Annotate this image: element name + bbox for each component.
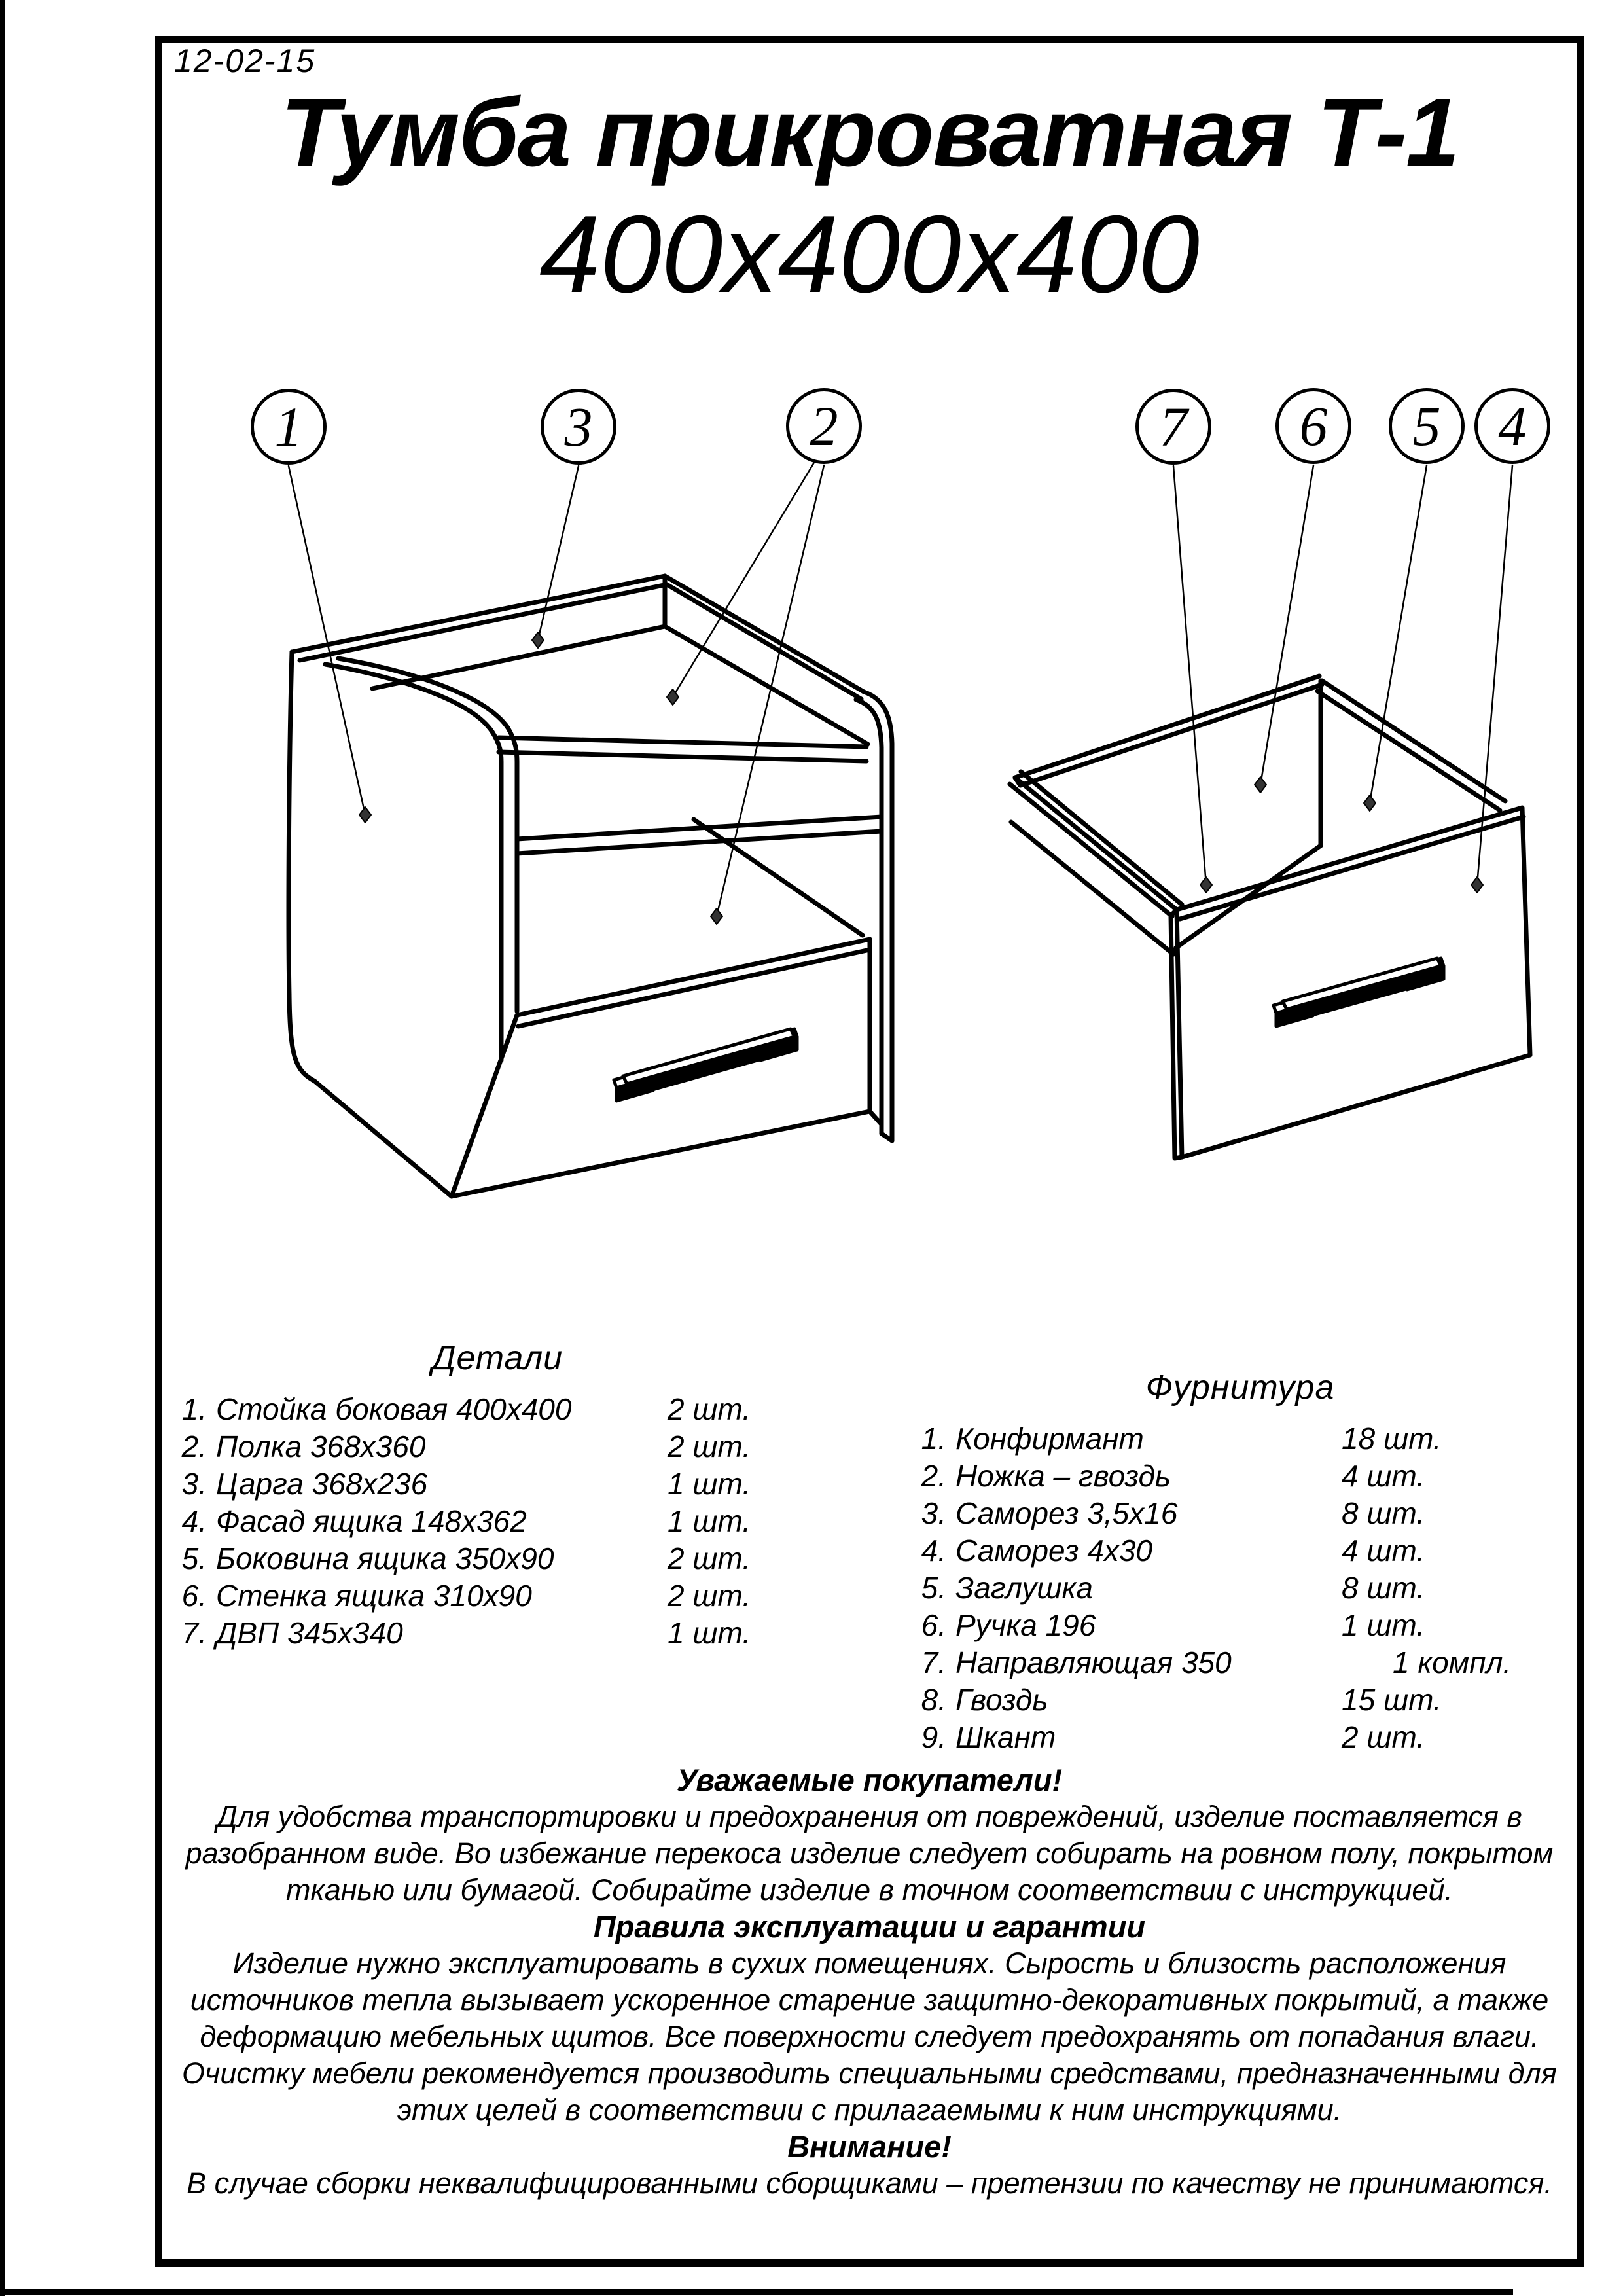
page-title: Тумба прикроватная Т-1	[280, 79, 1459, 187]
hardware-row	[910, 1458, 1571, 1495]
callout-balloon-2	[786, 388, 862, 464]
hardware-number: 1.	[921, 1422, 946, 1456]
note-line: источников тепла вызывает ускоренное старение защитно-декоративных покрытий, а также	[190, 1983, 1549, 2017]
parts-row	[170, 1503, 825, 1540]
note-line: Для удобства транспортировки и предохранения от повреждений, изделие поставляется в	[217, 1800, 1522, 1833]
callout-balloon-5	[1389, 388, 1465, 464]
hardware-name: Конфирмант	[955, 1422, 1144, 1456]
callout-balloon-7	[1135, 389, 1211, 465]
hardware-number: 6.	[921, 1608, 946, 1642]
part-name: Боковина ящика 350х90	[216, 1541, 554, 1575]
scan-edge-left	[0, 0, 5, 2296]
part-name: Фасад ящика 148х362	[216, 1504, 527, 1538]
callout-number: 1	[274, 395, 303, 458]
part-number: 3.	[181, 1467, 207, 1501]
parts-row	[170, 1465, 825, 1503]
hardware-name: Саморез 4х30	[955, 1534, 1152, 1568]
hardware-row	[910, 1681, 1571, 1719]
part-qty: 1 шт.	[668, 1467, 751, 1501]
hardware-number: 5.	[921, 1571, 946, 1605]
hardware-number: 2.	[921, 1459, 946, 1493]
callout-balloon-6	[1275, 388, 1351, 464]
callout-number: 4	[1498, 395, 1527, 457]
hardware-number: 3.	[921, 1496, 946, 1530]
note-line: тканью или бумагой. Собирайте изделие в точном соответствии с инструкцией.	[286, 1873, 1453, 1907]
hardware-qty: 4 шт.	[1342, 1534, 1425, 1568]
hardware-qty: 15 шт.	[1342, 1683, 1442, 1717]
hardware-name: Ручка 196	[955, 1608, 1096, 1642]
hardware-row	[910, 1420, 1571, 1458]
note-title-attention: Внимание!	[787, 2129, 952, 2164]
part-qty: 2 шт.	[668, 1541, 751, 1575]
callout-number: 6	[1299, 395, 1328, 457]
part-number: 6.	[181, 1579, 207, 1613]
hardware-list-title: Фурнитура	[1145, 1369, 1335, 1407]
hardware-number: 4.	[921, 1534, 946, 1568]
callout-balloon-1	[251, 389, 327, 465]
parts-row	[170, 1577, 825, 1615]
hardware-list	[910, 1368, 1571, 1756]
callout-balloon-3	[541, 389, 616, 465]
part-name: ДВП 345х340	[216, 1616, 403, 1650]
hardware-qty: 8 шт.	[1342, 1496, 1425, 1530]
hardware-row	[910, 1532, 1571, 1570]
part-qty: 2 шт.	[668, 1392, 751, 1426]
part-qty: 2 шт.	[668, 1579, 751, 1613]
callout-number: 7	[1159, 395, 1188, 458]
hardware-row	[910, 1570, 1571, 1607]
part-name: Стойка боковая 400х400	[216, 1392, 572, 1426]
notes-section	[155, 1762, 1584, 2202]
parts-list	[170, 1338, 825, 1652]
parts-row	[170, 1615, 825, 1652]
note-line: Очистку мебели рекомендуется производить специальными средствами, предназначенными для	[182, 2056, 1557, 2090]
part-number: 2.	[181, 1429, 207, 1463]
callout-number: 2	[810, 395, 838, 457]
part-name: Царга 368х236	[216, 1467, 428, 1501]
hardware-row	[910, 1495, 1571, 1532]
callout-number: 3	[564, 395, 593, 458]
hardware-qty: 4 шт.	[1342, 1459, 1425, 1493]
part-name: Полка 368х360	[216, 1429, 426, 1463]
note-line: деформацию мебельных щитов. Все поверхности следует предохранять от попадания влаги.	[200, 2020, 1539, 2053]
note-title-customers: Уважаемые покупатели!	[676, 1763, 1063, 1797]
callout-number: 5	[1412, 395, 1441, 457]
hardware-name: Направляющая 350	[955, 1645, 1232, 1679]
document-code: 12-02-15	[174, 43, 316, 79]
part-number: 1.	[181, 1392, 207, 1426]
hardware-row	[910, 1644, 1571, 1681]
note-title-rules: Правила эксплуатации и гарантии	[593, 1909, 1146, 1944]
hardware-name: Гвоздь	[955, 1683, 1048, 1717]
hardware-qty: 1 компл.	[1393, 1645, 1512, 1679]
hardware-qty: 18 шт.	[1342, 1422, 1442, 1456]
callout-balloon-4	[1474, 388, 1550, 464]
part-number: 5.	[181, 1541, 207, 1575]
hardware-row	[910, 1607, 1571, 1644]
part-number: 4.	[181, 1504, 207, 1538]
hardware-number: 9.	[921, 1720, 946, 1754]
parts-row	[170, 1391, 825, 1428]
page-dimensions-subtitle: 400х400х400	[539, 192, 1200, 315]
hardware-name: Ножка – гвоздь	[955, 1459, 1171, 1493]
hardware-qty: 8 шт.	[1342, 1571, 1425, 1605]
parts-list-title: Детали	[431, 1339, 563, 1377]
hardware-name: Шкант	[955, 1720, 1056, 1754]
hardware-name: Саморез 3,5х16	[955, 1496, 1178, 1530]
part-number: 7.	[181, 1616, 207, 1650]
hardware-name: Заглушка	[955, 1571, 1093, 1605]
part-name: Стенка ящика 310х90	[216, 1579, 532, 1613]
part-qty: 2 шт.	[668, 1429, 751, 1463]
note-line: разобранном виде. Во избежание перекоса изделие следует собирать на ровном полу, покрытом	[185, 1837, 1554, 1870]
hardware-qty: 1 шт.	[1342, 1608, 1425, 1642]
note-line: Изделие нужно эксплуатировать в сухих помещениях. Сырость и близость расположения	[232, 1946, 1507, 1980]
part-qty: 1 шт.	[668, 1504, 751, 1538]
hardware-qty: 2 шт.	[1342, 1720, 1425, 1754]
note-line: этих целей в соответствии с прилагаемыми к ним инструкциями.	[397, 2093, 1342, 2126]
hardware-number: 7.	[921, 1645, 946, 1679]
hardware-row	[910, 1719, 1571, 1756]
scan-edge-bottom	[0, 2289, 1513, 2295]
hardware-number: 8.	[921, 1683, 946, 1717]
parts-row	[170, 1428, 825, 1465]
note-line: В случае сборки неквалифицированными сборщиками – претензии по качеству не принимаются.	[187, 2166, 1552, 2200]
parts-row	[170, 1540, 825, 1577]
part-qty: 1 шт.	[668, 1616, 751, 1650]
